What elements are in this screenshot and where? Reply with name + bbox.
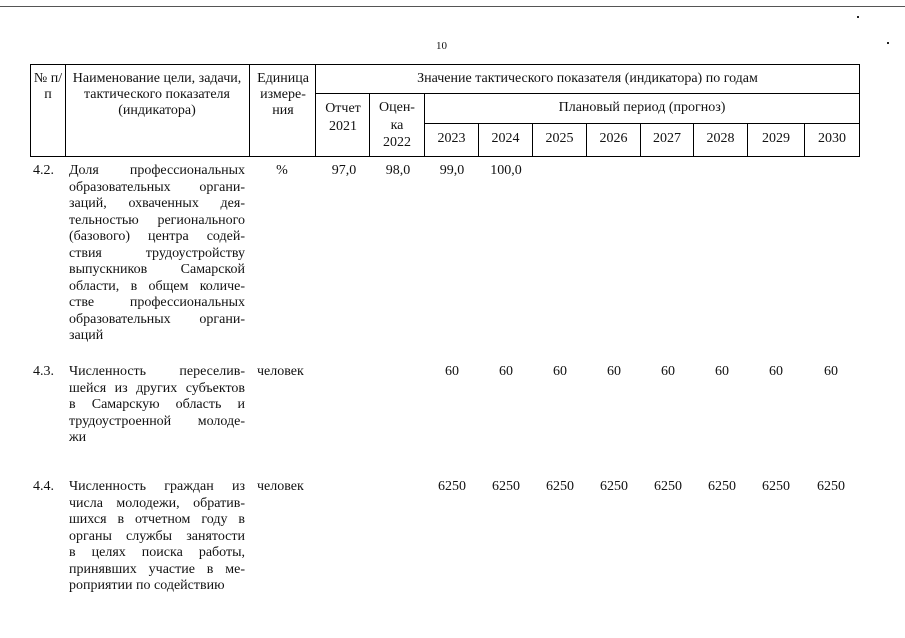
- indicator-name: Доля профессиональных образовательных органи- заций, охваченных дея- тельностью регионального (базового) центра содей- ствия трудоустройству выпускников Самарской области, в общем количе- стве профессиональных образовательных органи- заций: [69, 163, 245, 343]
- plan-value-cell: 6250: [708, 479, 736, 494]
- plan-value-cell: 99,0: [439, 163, 465, 178]
- plan-value-cell: 6250: [492, 479, 520, 494]
- header-year: 2025: [545, 131, 574, 146]
- header-col-report: Отчет 2021: [325, 101, 361, 134]
- header-year: 2029: [762, 131, 790, 146]
- header-col-unit: Единица измере-ния: [257, 71, 309, 118]
- estimate-2022-cell: 98,0: [385, 163, 411, 178]
- unit-cell: человек: [257, 364, 304, 379]
- row-number: 4.3.: [33, 364, 54, 379]
- plan-value-cell: 60: [499, 364, 513, 379]
- header-col-plan: Плановый период (прогноз): [558, 100, 726, 115]
- header-year: 2024: [491, 131, 520, 146]
- plan-value-cell: 60: [553, 364, 567, 379]
- plan-value-cell: 6250: [654, 479, 682, 494]
- plan-value-cell: 6250: [762, 479, 790, 494]
- scan-top-rule: [0, 6, 905, 7]
- header-year: 2023: [437, 131, 466, 146]
- plan-value-cell: 100,0: [490, 163, 522, 178]
- row-number: 4.4.: [33, 479, 54, 494]
- page-number: 10: [436, 40, 447, 52]
- plan-value-cell: 60: [607, 364, 621, 379]
- plan-value-cell: 60: [661, 364, 675, 379]
- unit-cell: %: [276, 163, 288, 178]
- scan-speck: [857, 16, 859, 18]
- plan-value-cell: 60: [445, 364, 459, 379]
- scan-speck: [887, 42, 889, 44]
- report-2021-cell: 97,0: [331, 163, 357, 178]
- header-year: 2028: [706, 131, 735, 146]
- header-col-number: № п/п: [33, 71, 63, 102]
- header-year: 2026: [599, 131, 628, 146]
- indicator-name: Численность граждан из числа молодежи, обратив- шихся в отчетном году в органы службы занятости в целях поиска работы, принявших участие в ме- роприятии по содействию: [69, 479, 245, 593]
- plan-value-cell: 60: [824, 364, 838, 379]
- plan-value-cell: 60: [769, 364, 783, 379]
- plan-value-cell: 6250: [546, 479, 574, 494]
- header-col-name: Наименование цели, задачи, тактического показателя (индикатора): [72, 71, 242, 118]
- plan-value-cell: 60: [715, 364, 729, 379]
- plan-value-cell: 6250: [438, 479, 466, 494]
- row-number: 4.2.: [33, 163, 54, 178]
- plan-value-cell: 6250: [600, 479, 628, 494]
- header-col-values: Значение тактического показателя (индикатора) по годам: [417, 71, 758, 86]
- header-year: 2027: [653, 131, 681, 146]
- indicator-name: Численность переселив- шейся из других субъектов в Самарскую область и трудоустроенной молоде- жи: [69, 364, 245, 445]
- plan-value-cell: 6250: [817, 479, 845, 494]
- header-year: 2030: [818, 131, 846, 146]
- unit-cell: человек: [257, 479, 304, 494]
